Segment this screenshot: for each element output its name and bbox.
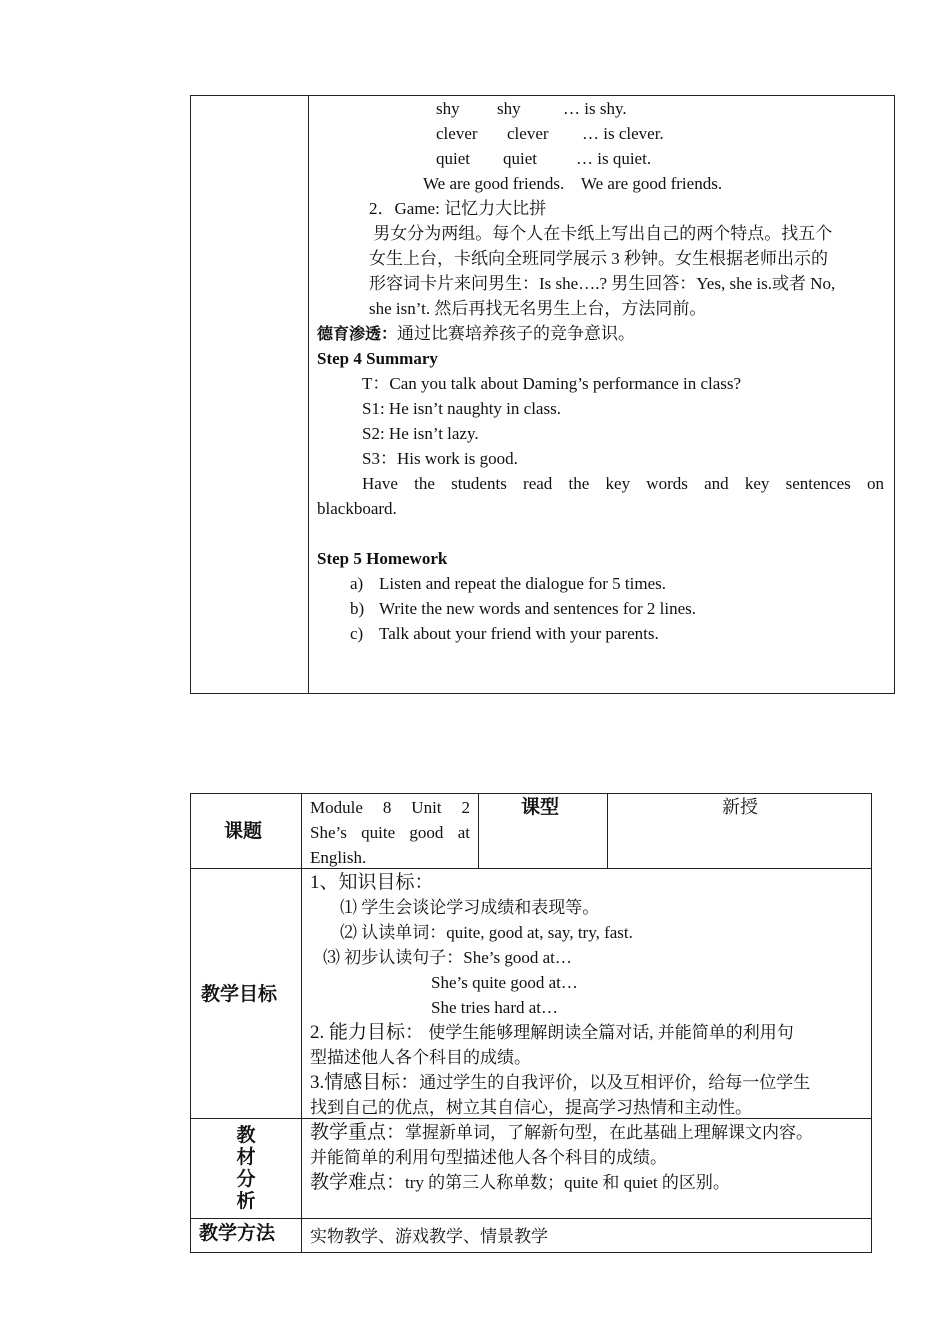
game-desc-line-1: 男女分为两组。每个人在卡纸上写出自己的两个特点。找五个 [369,224,833,243]
goal2-text-1: 使学生能够理解朗读全篇对话, 并能简单的利用句 [428,1023,794,1042]
material-analysis-char-1: 教 [236,1124,256,1146]
friends-line: We are good friends. We are good friends. [423,174,723,193]
homework-item-c: Talk about your friend with your parents. [379,624,659,643]
step4-line-1: T：Can you talk about Daming’s performance in class? [362,374,742,393]
key-points-line-1 [310,1120,813,1145]
material-analysis-char-2: 材 [236,1146,256,1168]
word-row-1-b: shy [497,99,521,118]
homework-item-b-mark: b) [350,599,365,618]
homework-item-a: Listen and repeat the dialogue for 5 times. [379,574,667,593]
step5-title: Step 5 Homework [317,549,448,568]
key-points-text-1: 掌握新单词，了解新句型，在此基础上理解课文内容。 [405,1123,814,1142]
topic-value-text-1: Module 8 Unit 2 [310,798,470,817]
step4-paragraph-line-1: Have the students read the key words and key sentences on [362,474,884,493]
homework-item-c-mark: c) [350,624,364,643]
difficult-points-text: try 的第三人称单数；quite 和 quiet 的区别。 [405,1173,730,1192]
step4-line-4: S3：His work is good. [362,449,518,468]
material-analysis-label [234,1124,258,1212]
row-divider-1 [190,868,872,869]
difficult-points-line [310,1170,730,1195]
homework-item-b: Write the new words and sentences for 2 lines. [379,599,697,618]
key-points-text-2: 并能简单的利用句型描述他人各个科目的成绩。 [310,1148,667,1167]
topic-value-text-2: She’s quite good at [310,823,470,842]
topic-value-divider [478,793,479,869]
goal1-sentence-1: She’s quite good at… [431,973,578,992]
teaching-goals-label: 教学目标 [201,983,278,1005]
step4-line-3: S2: He isn’t lazy. [362,424,479,443]
label-column-divider [301,793,302,1253]
material-analysis-char-4: 析 [236,1190,256,1212]
moral-education-label: 德育渗透： [317,324,398,343]
lesson-type-value: 新授 [722,797,758,818]
goal1-sentence-2: She tries hard at… [431,998,558,1017]
row-divider-3 [190,1218,872,1219]
word-row-3-c: … is quiet. [576,149,652,168]
goal3-text-1: 通过学生的自我评价，以及互相评价，给每一位学生 [419,1073,811,1092]
topic-value-line-2 [310,820,470,845]
word-row-2-b: clever [507,124,549,143]
goal2-line-1 [310,1020,794,1045]
lesson-type-label: 课型 [521,796,560,818]
game-title: 2．Game: 记忆力大比拼 [369,199,547,218]
goal1-item-2: ⑵ 认读单词：quite, good at, say, try, fast. [340,923,633,942]
teaching-method-label: 教学方法 [199,1222,276,1244]
moral-education-line [317,321,635,346]
goal2-title: 2. 能力目标： [310,1022,425,1043]
goal1-item-3: ⑶ 初步认读句子：She’s good at… [323,948,572,967]
goal1-item-1: ⑴ 学生会谈论学习成绩和表现等。 [340,898,600,917]
goal3-title: 3.情感目标： [310,1072,420,1093]
word-row-1-a: shy [436,99,460,118]
goal3-text-2: 找到自己的优点，树立其自信心，提高学习热情和主动性。 [310,1098,752,1117]
teaching-method-value: 实物教学、游戏教学、情景教学 [310,1227,548,1246]
difficult-points-label: 教学难点： [310,1172,406,1193]
game-desc-line-3: 形容词卡片来问男生：Is she….? 男生回答：Yes, she is.或者 No, [369,274,836,293]
word-row-2-a: clever [436,124,478,143]
moral-education-text: 通过比赛培养孩子的竞争意识。 [397,324,636,343]
word-row-3-a: quiet [436,149,470,168]
goal1-title: 1、知识目标： [310,872,434,893]
word-row-1-c: … is shy. [563,99,627,118]
table1-column-divider [308,95,309,694]
material-analysis-char-3: 分 [236,1168,256,1190]
step4-paragraph-line-2: blackboard. [317,499,397,518]
topic-value-line-3: English. [310,848,367,867]
goal2-text-2: 型描述他人各个科目的成绩。 [310,1048,531,1067]
key-points-label: 教学重点： [310,1122,406,1143]
step4-line-2: S1: He isn’t naughty in class. [362,399,561,418]
game-desc-line-4: she isn’t. 然后再找无名男生上台，方法同前。 [369,299,707,318]
word-row-2-c: … is clever. [582,124,664,143]
topic-label: 课题 [224,820,263,842]
word-row-3-b: quiet [503,149,537,168]
topic-value-line-1 [310,795,470,820]
homework-item-a-mark: a) [350,574,364,593]
step4-title: Step 4 Summary [317,349,438,368]
game-desc-line-2: 女生上台，卡纸向全班同学展示 3 秒钟。女生根据老师出示的 [369,249,828,268]
goal3-line-1 [310,1070,810,1095]
